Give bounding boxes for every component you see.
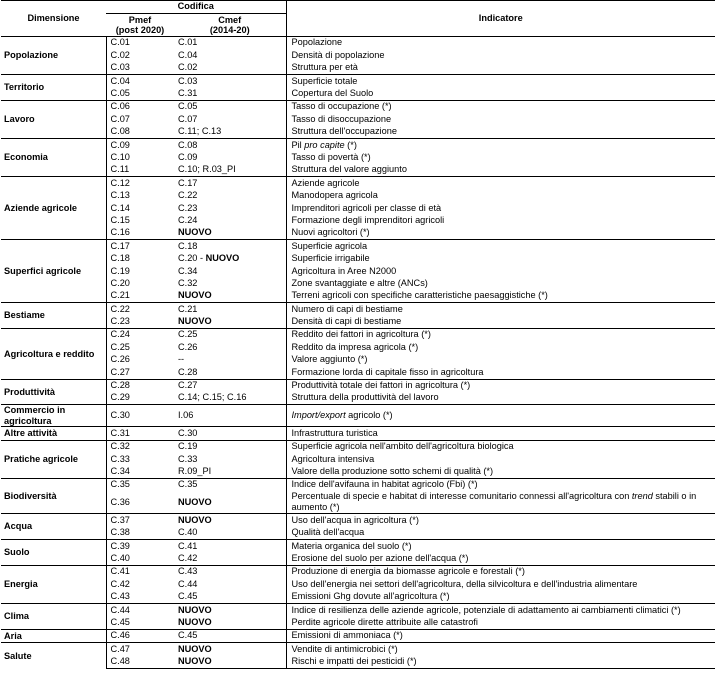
indicator-cell: Struttura della produttività del lavoro xyxy=(286,392,715,405)
pmef-code-cell: C.18 xyxy=(110,253,130,264)
table-row xyxy=(1,49,715,61)
table-row xyxy=(1,139,715,152)
dimension-cell: Lavoro xyxy=(1,100,106,138)
cmef-code-cell: C.41 xyxy=(174,540,286,553)
header-pmef xyxy=(106,14,174,37)
table-row xyxy=(1,37,715,50)
table-row xyxy=(1,290,715,303)
table-row xyxy=(1,366,715,379)
indicator-cell: Indice dell'avifauna in habitat agricolo (Fbi) (*) xyxy=(286,478,715,491)
pmef-code-cell: C.10 xyxy=(110,152,130,162)
table-row xyxy=(1,113,715,125)
pmef-code-cell: C.09 xyxy=(106,139,174,152)
table-row xyxy=(1,354,715,366)
cmef-code-cell: C.24 xyxy=(178,214,198,225)
pmef-code-cell: C.16 xyxy=(110,227,130,238)
table-row xyxy=(1,514,715,527)
pmef-code-cell: C.01 xyxy=(106,37,174,50)
indicator-cell: Reddito dei fattori in agricoltura (*) xyxy=(286,328,715,341)
table-row xyxy=(1,466,715,479)
table-row xyxy=(1,527,715,540)
header-dimensione: Dimensione xyxy=(1,1,106,37)
indicator-cell: Vendite di antimicrobici (*) xyxy=(286,643,715,656)
cmef-code-cell: NUOVO xyxy=(178,616,212,627)
dimension-cell: Pratiche agricole xyxy=(1,440,106,478)
pmef-code-cell: C.29 xyxy=(110,392,130,403)
indicator-cell: Numero di capi di bestiame xyxy=(286,303,715,316)
pmef-code-cell: C.14 xyxy=(110,202,130,213)
pmef-code-cell: C.07 xyxy=(110,113,130,124)
table-row xyxy=(1,152,715,164)
header-codifica: Codifica xyxy=(106,1,286,14)
indicator-cell: Materia organica del suolo (*) xyxy=(286,540,715,553)
dimension-cell: Produttività xyxy=(1,379,106,405)
pmef-code-cell: C.19 xyxy=(110,265,130,276)
indicator-cell: Rischi e impatti dei pesticidi (*) xyxy=(286,656,715,669)
table-row xyxy=(1,227,715,240)
cmef-code-cell: C.01 xyxy=(174,37,286,50)
dimension-cell: Commercio in agricoltura xyxy=(1,405,106,427)
indicator-cell: Produttività totale dei fattori in agricoltura (*) xyxy=(286,379,715,392)
cmef-code-cell: C.44 xyxy=(178,578,198,589)
indicator-cell: Zone svantaggiate e altre (ANCs) xyxy=(286,277,715,289)
indicator-cell: Uso dell'acqua in agricoltura (*) xyxy=(286,514,715,527)
pmef-code-cell: C.05 xyxy=(110,88,130,99)
indicator-cell: Reddito da impresa agricola (*) xyxy=(286,341,715,353)
table-row xyxy=(1,303,715,316)
pmef-code-cell: C.12 xyxy=(106,177,174,190)
cmef-code-cell: C.34 xyxy=(178,265,198,276)
cmef-code-cell: C.20 - NUOVO xyxy=(178,253,240,264)
indicator-cell: Infrastruttura turistica xyxy=(286,427,715,440)
cmef-code-cell: C.32 xyxy=(178,277,198,288)
pmef-code-cell: C.40 xyxy=(110,552,130,563)
pmef-code-cell: C.33 xyxy=(110,453,130,464)
dimension-cell: Popolazione xyxy=(1,37,106,75)
pmef-code-cell: C.48 xyxy=(106,656,174,669)
pmef-code-cell: C.41 xyxy=(106,565,174,578)
dimension-cell: Acqua xyxy=(1,514,106,540)
pmef-code-cell: C.08 xyxy=(110,126,130,137)
cmef-code-cell: C.14; C.15; C.16 xyxy=(178,392,247,403)
indicators-table xyxy=(1,0,715,669)
pmef-code-cell: C.25 xyxy=(110,341,130,352)
pmef-code-cell: C.27 xyxy=(110,366,130,377)
indicator-cell: Import/export agricolo (*) xyxy=(286,405,715,427)
pmef-code-cell: C.15 xyxy=(110,214,130,225)
pmef-code-cell: C.32 xyxy=(106,440,174,453)
indicator-cell: Terreni agricoli con specifiche caratteristiche paesaggistiche (*) xyxy=(286,290,715,303)
table-row xyxy=(1,552,715,565)
cmef-code-cell: C.09 xyxy=(178,152,198,162)
dimension-cell: Biodiversità xyxy=(1,478,106,513)
table-row xyxy=(1,164,715,177)
table-row xyxy=(1,190,715,202)
table-row xyxy=(1,491,715,514)
cmef-code-cell: C.30 xyxy=(174,427,286,440)
cmef-code-cell: NUOVO xyxy=(178,496,212,507)
table-row xyxy=(1,214,715,226)
indicator-cell: Struttura per età xyxy=(286,62,715,75)
table-row xyxy=(1,578,715,590)
pmef-code-cell: C.21 xyxy=(110,290,130,301)
cmef-code-cell: NUOVO xyxy=(174,656,286,669)
header-cmef xyxy=(174,14,286,37)
cmef-code-cell: -- xyxy=(178,354,185,365)
indicator-cell: Agricoltura in Aree N2000 xyxy=(286,265,715,277)
indicator-cell: Struttura del valore aggiunto xyxy=(286,164,715,177)
cmef-code-cell: C.26 xyxy=(178,341,198,352)
cmef-code-cell: C.03 xyxy=(174,75,286,88)
pmef-code-cell: C.36 xyxy=(110,496,130,507)
cmef-code-cell: C.19 xyxy=(174,440,286,453)
table-row xyxy=(1,643,715,656)
table-row xyxy=(1,316,715,329)
pmef-code-cell: C.26 xyxy=(110,354,130,365)
dimension-cell: Economia xyxy=(1,139,106,177)
cmef-code-cell: C.18 xyxy=(174,240,286,253)
cmef-code-cell: C.45 xyxy=(174,629,286,642)
table-row xyxy=(1,240,715,253)
pmef-code-cell: C.03 xyxy=(110,62,130,73)
pmef-code-cell: C.38 xyxy=(110,527,130,538)
table-row xyxy=(1,379,715,392)
table-row xyxy=(1,126,715,139)
pmef-code-cell: C.42 xyxy=(110,578,130,589)
pmef-code-cell: C.37 xyxy=(106,514,174,527)
cmef-code-cell: NUOVO xyxy=(174,514,286,527)
indicator-cell: Superficie totale xyxy=(286,75,715,88)
cmef-code-cell: C.42 xyxy=(178,552,198,563)
table-row xyxy=(1,405,715,427)
dimension-cell: Altre attività xyxy=(1,427,106,440)
table-row xyxy=(1,478,715,491)
cmef-code-cell: C.35 xyxy=(174,478,286,491)
indicator-cell: Valore aggiunto (*) xyxy=(286,354,715,366)
indicator-cell: Uso dell'energia nei settori dell'agricoltura, della silvicoltura e dell'industria alimentare xyxy=(286,578,715,590)
cmef-code-cell: C.28 xyxy=(178,366,198,377)
pmef-code-cell: C.39 xyxy=(106,540,174,553)
table-row xyxy=(1,565,715,578)
cmef-code-cell: C.23 xyxy=(178,202,198,213)
dimension-cell: Energia xyxy=(1,565,106,603)
pmef-code-cell: C.23 xyxy=(110,316,130,327)
cmef-code-cell: NUOVO xyxy=(178,290,212,301)
indicator-cell: Aziende agricole xyxy=(286,177,715,190)
pmef-code-cell: C.46 xyxy=(106,629,174,642)
indicator-cell: Copertura del Suolo xyxy=(286,88,715,101)
indicator-cell: Superficie irrigabile xyxy=(286,253,715,265)
table-row xyxy=(1,453,715,465)
table-row xyxy=(1,591,715,604)
pmef-code-cell: C.28 xyxy=(106,379,174,392)
cmef-code-cell: C.45 xyxy=(178,591,198,602)
cmef-code-cell: C.31 xyxy=(178,88,198,99)
cmef-code-cell: C.02 xyxy=(178,62,198,73)
pmef-code-cell: C.02 xyxy=(110,49,130,60)
table-row xyxy=(1,629,715,642)
dimension-cell: Territorio xyxy=(1,75,106,101)
pmef-code-cell: C.47 xyxy=(106,643,174,656)
cmef-code-cell: C.33 xyxy=(178,453,198,464)
indicator-cell: Percentuale di specie e habitat di interesse comunitario connessi all'agricoltura con trend stabili o in aumento (*) xyxy=(286,491,715,514)
cmef-code-cell: NUOVO xyxy=(178,316,212,327)
table-row xyxy=(1,604,715,617)
pmef-code-cell: C.17 xyxy=(106,240,174,253)
indicator-cell: Densità di capi di bestiame xyxy=(286,316,715,329)
indicator-cell: Manodopera agricola xyxy=(286,190,715,202)
dimension-cell: Aria xyxy=(1,629,106,642)
indicator-cell: Nuovi agricoltori (*) xyxy=(286,227,715,240)
pmef-code-cell: C.24 xyxy=(106,328,174,341)
table-row xyxy=(1,62,715,75)
indicator-cell: Indice di resilienza delle aziende agricole, potenziale di adattamento ai cambiamenti climatici (*) xyxy=(286,604,715,617)
table-row xyxy=(1,88,715,101)
cmef-code-cell: C.17 xyxy=(174,177,286,190)
indicator-cell: Formazione degli imprenditori agricoli xyxy=(286,214,715,226)
cmef-code-cell: C.25 xyxy=(174,328,286,341)
table-row xyxy=(1,253,715,265)
indicator-cell: Tasso di disoccupazione xyxy=(286,113,715,125)
cmef-code-cell: C.27 xyxy=(174,379,286,392)
table-row xyxy=(1,277,715,289)
header-indicatore: Indicatore xyxy=(286,1,715,37)
cmef-code-cell: NUOVO xyxy=(174,643,286,656)
table-row xyxy=(1,392,715,405)
cmef-code-cell: C.22 xyxy=(178,190,198,201)
indicator-cell: Pil pro capite (*) xyxy=(286,139,715,152)
pmef-code-cell: C.43 xyxy=(110,591,130,602)
cmef-code-cell: NUOVO xyxy=(174,604,286,617)
dimension-cell: Suolo xyxy=(1,540,106,566)
indicator-cell: Imprenditori agricoli per classe di età xyxy=(286,202,715,214)
pmef-code-cell: C.45 xyxy=(110,616,130,627)
indicator-cell: Superficie agricola xyxy=(286,240,715,253)
table-row xyxy=(1,265,715,277)
cmef-code-cell: C.21 xyxy=(174,303,286,316)
table-row xyxy=(1,427,715,440)
pmef-code-cell: C.22 xyxy=(106,303,174,316)
indicator-cell: Emissioni Ghg dovute all'agricoltura (*) xyxy=(286,591,715,604)
pmef-code-cell: C.35 xyxy=(106,478,174,491)
pmef-code-cell: C.06 xyxy=(106,100,174,113)
header-cmef-sub: (2014-20) xyxy=(209,25,250,35)
indicator-cell: Agricoltura intensiva xyxy=(286,453,715,465)
table-row xyxy=(1,540,715,553)
table-row xyxy=(1,440,715,453)
pmef-code-cell: C.44 xyxy=(106,604,174,617)
indicator-cell: Erosione del suolo per azione dell'acqua (*) xyxy=(286,552,715,565)
pmef-code-cell: C.13 xyxy=(110,190,130,201)
dimension-cell: Bestiame xyxy=(1,303,106,329)
pmef-code-cell: C.30 xyxy=(106,405,174,427)
pmef-code-cell: C.34 xyxy=(110,465,130,476)
indicator-cell: Valore della produzione sotto schemi di qualità (*) xyxy=(286,466,715,479)
cmef-code-cell: C.07 xyxy=(178,113,198,124)
pmef-code-cell: C.20 xyxy=(110,277,130,288)
header-pmef-label: Pmef xyxy=(128,14,152,25)
table-row xyxy=(1,341,715,353)
indicator-cell: Tasso di occupazione (*) xyxy=(286,100,715,113)
cmef-code-cell: C.04 xyxy=(178,49,198,60)
cmef-code-cell: R.09_PI xyxy=(178,465,212,476)
pmef-code-cell: C.04 xyxy=(106,75,174,88)
dimension-cell: Agricoltura e reddito xyxy=(1,328,106,379)
table-row xyxy=(1,202,715,214)
table-row xyxy=(1,328,715,341)
cmef-code-cell: C.05 xyxy=(174,100,286,113)
indicator-cell: Superficie agricola nell'ambito dell'agricoltura biologica xyxy=(286,440,715,453)
indicator-cell: Perdite agricole dirette attribuite alle catastrofi xyxy=(286,616,715,629)
table-row xyxy=(1,100,715,113)
indicator-cell: Densità di popolazione xyxy=(286,49,715,61)
dimension-cell: Salute xyxy=(1,643,106,669)
table-row xyxy=(1,75,715,88)
header-cmef-label: Cmef xyxy=(218,14,242,25)
table-row xyxy=(1,177,715,190)
dimension-cell: Clima xyxy=(1,604,106,630)
header-pmef-sub: (post 2020) xyxy=(115,25,165,35)
pmef-code-cell: C.31 xyxy=(106,427,174,440)
cmef-code-cell: C.43 xyxy=(174,565,286,578)
indicator-cell: Qualità dell'acqua xyxy=(286,527,715,540)
cmef-code-cell: NUOVO xyxy=(178,227,212,238)
cmef-code-cell: C.08 xyxy=(174,139,286,152)
dimension-cell: Superfici agricole xyxy=(1,240,106,303)
indicator-cell: Struttura dell'occupazione xyxy=(286,126,715,139)
indicator-cell: Produzione di energia da biomasse agricole e forestali (*) xyxy=(286,565,715,578)
cmef-code-cell: C.11; C.13 xyxy=(178,126,222,137)
pmef-code-cell: C.11 xyxy=(110,164,130,175)
table-row xyxy=(1,656,715,669)
table-body xyxy=(1,37,715,669)
table-row xyxy=(1,616,715,629)
cmef-code-cell: C.10; R.03_PI xyxy=(178,164,236,175)
indicator-cell: Formazione lorda di capitale fisso in agricoltura xyxy=(286,366,715,379)
dimension-cell: Aziende agricole xyxy=(1,177,106,240)
cmef-code-cell: C.40 xyxy=(178,527,198,538)
indicator-cell: Emissioni di ammoniaca (*) xyxy=(286,629,715,642)
indicator-cell: Tasso di povertà (*) xyxy=(286,152,715,164)
cmef-code-cell: I.06 xyxy=(174,405,286,427)
indicator-cell: Popolazione xyxy=(286,37,715,50)
